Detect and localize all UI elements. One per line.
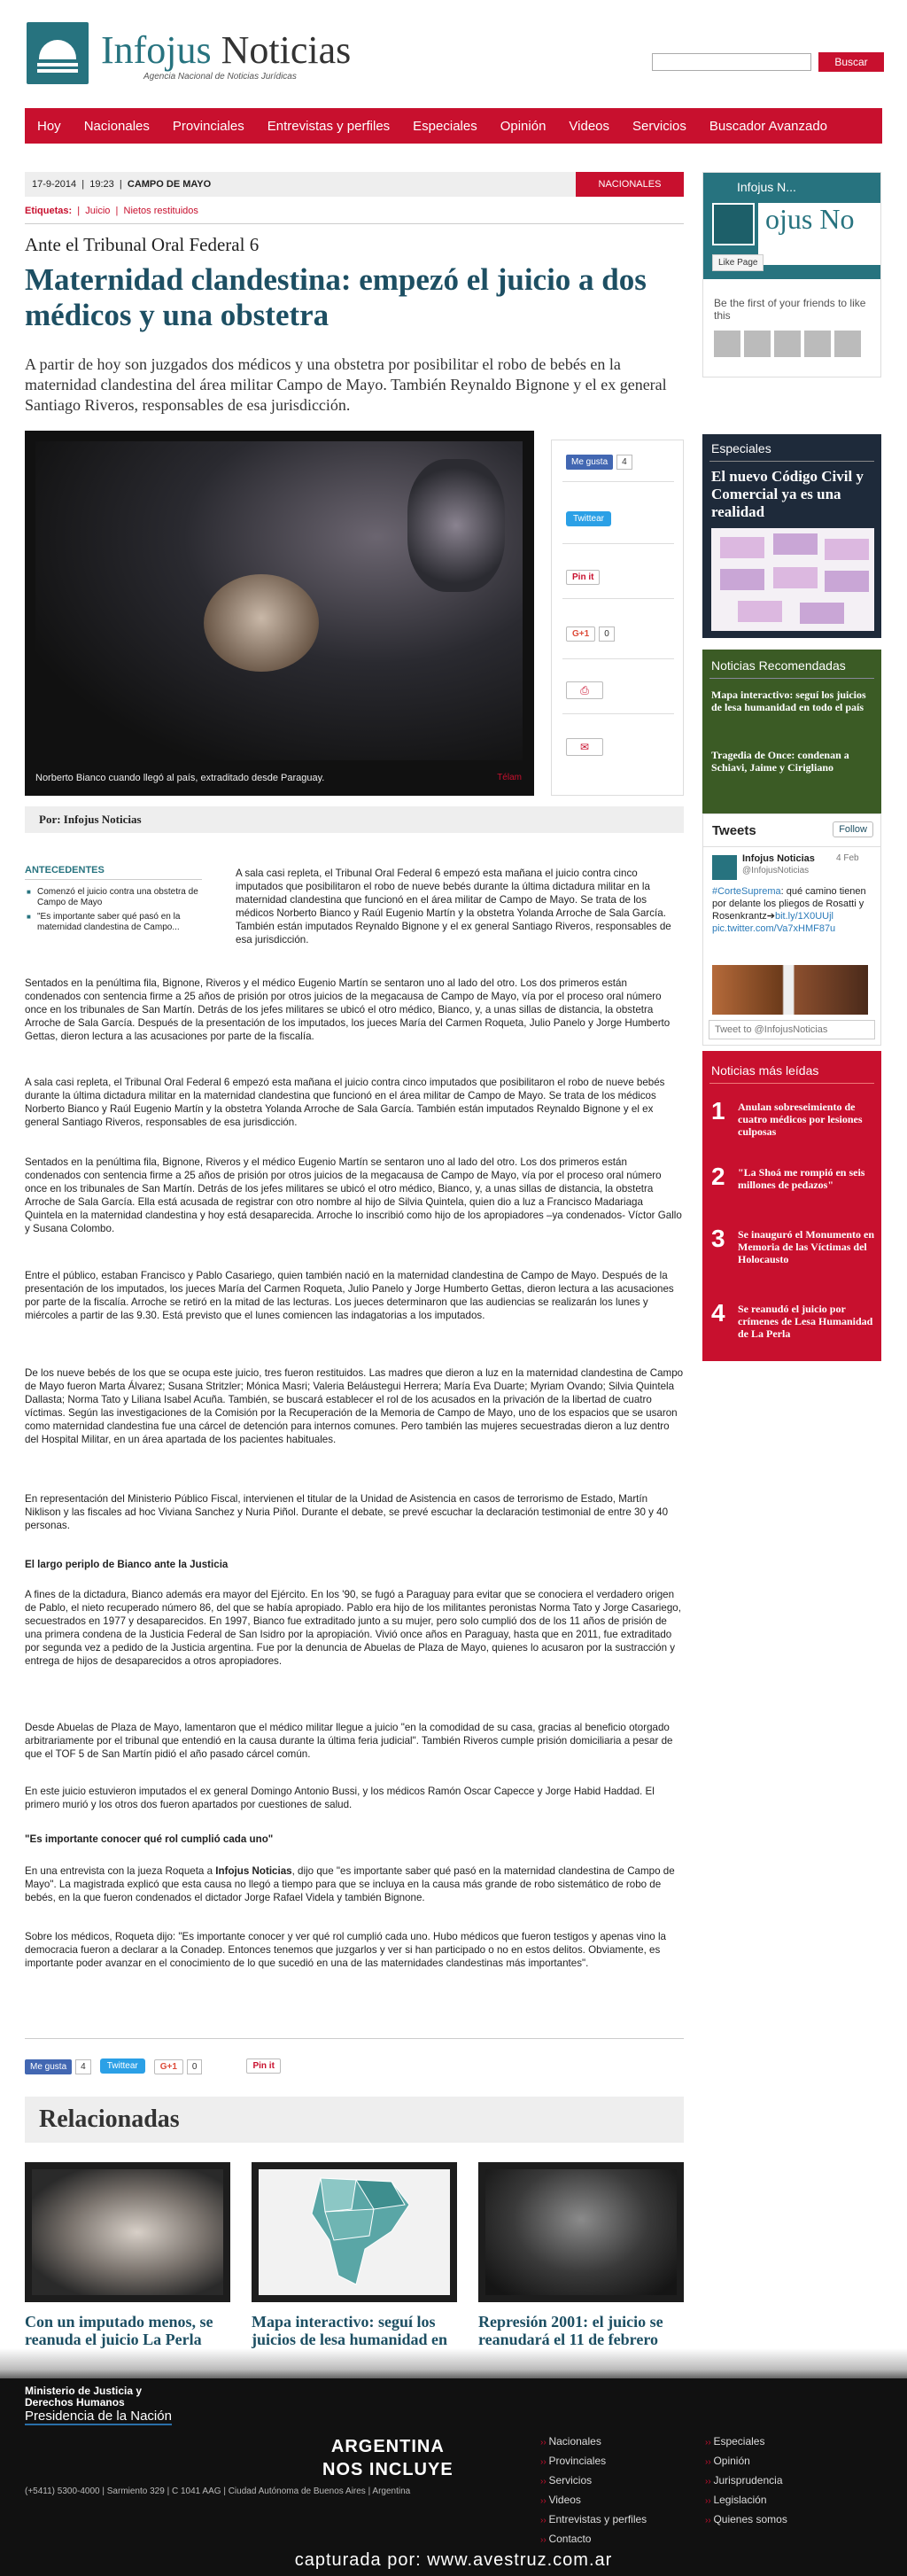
search-button[interactable]: Buscar bbox=[818, 52, 884, 72]
presidency-name: Presidencia de la Nación bbox=[25, 2409, 172, 2424]
related-image bbox=[252, 2162, 457, 2302]
antecedente-link[interactable]: ■ Comenzó el juicio contra una obstetra de Campo de Mayo bbox=[25, 887, 202, 908]
related-heading: Relacionadas bbox=[25, 2097, 684, 2143]
footer-links-col2 bbox=[705, 2432, 787, 2530]
related-item[interactable] bbox=[25, 2162, 230, 2348]
recomendadas-heading: Noticias Recomendadas bbox=[711, 658, 846, 673]
footer-link[interactable]: ›› Provinciales bbox=[540, 2452, 647, 2471]
footer-link[interactable]: ›› Especiales bbox=[705, 2432, 787, 2452]
fb-like-page-button[interactable]: Like Page bbox=[712, 254, 764, 271]
paragraph: A sala casi repleta, el Tribunal Oral Federal 6 empezó esta mañana el juicio contra cinco imputados que posibilitaron el robo de nueve bebés durante la última dictadura militar en la maternidad clandestina que funcionó en el área militar de Campo de Mayo. Se trata de los médicos Norberto Bianco y Raúl Eugenio Martín y la obstetra Yolanda Arroche de Sala García. También están imputados Reynaldo Bignone y el ex general Santiago Riveros, responsables de esa jurisdicción. bbox=[236, 868, 671, 946]
paragraph: Sentados en la penúltima fila, Bignone, Riveros y el médico Eugenio Martín se sentaron uno al lado del otro. Los dos primeros están condenados con sentencia firme a 25 años de prisión por otros juicios de la megacausa de Campo de Mayo, vía por el proceso oral número once en los tribunales de San Martín. Detrás de los jefes militares se ubicó el otro médico, Bianco, y, a unas sillas de distancia, la obstetra Arroche de Sala García. Después de la presentación de los imputados, los jueces María del Carmen Roqueta, Julio Panelo y Jorge Humberto Gettas, dieron lectura a las acusaciones por parte de la fiscalía. bbox=[25, 977, 671, 1042]
footer-link[interactable]: ›› Jurisprudencia bbox=[705, 2471, 787, 2491]
printer-icon[interactable]: ⎙ bbox=[566, 681, 603, 699]
logo-emblem-icon bbox=[27, 22, 89, 84]
especiales-heading: Especiales bbox=[711, 441, 771, 455]
related-title[interactable]: Con un imputado menos, se reanuda el juicio La Perla bbox=[25, 2313, 213, 2348]
main-nav bbox=[25, 108, 882, 144]
related-image bbox=[25, 2162, 230, 2302]
nav-item-opinion[interactable]: Opinión bbox=[500, 118, 547, 134]
tweet-button[interactable]: Twittear bbox=[100, 2058, 145, 2074]
footer-ministry-logo[interactable] bbox=[25, 2385, 175, 2425]
tags-label: Etiquetas: bbox=[25, 206, 73, 216]
paragraph: En representación del Ministerio Público Fiscal, intervienen el titular de la Unidad de Asistencia en casos de terrorismo de Estado, Martín Niklison y las fiscales ad hoc Viviana Sanchez y Nuria Piñol. Durante el debate, se prevé escuchar la declaración testimonial de entre 30 y 40 personas. bbox=[25, 1493, 669, 1531]
fb-page-name[interactable]: Infojus N... bbox=[737, 180, 796, 194]
tweet-button[interactable]: Twittear bbox=[566, 511, 611, 526]
paragraph: Desde Abuelas de Plaza de Mayo, lamentaron que el médico militar llegue a juicio "en la comodidad de su casa, gracias al beneficio otorgado arbitrariamente por el tribunal que entendió en la causa durante la última feria judicial". También Riveros cumple prisión domiciliaria a pesar de que el TOF 5 de San Martín pidió el año pasado cárcel común. bbox=[25, 1722, 673, 1760]
like-count: 4 bbox=[616, 455, 632, 470]
share-bar-bottom bbox=[25, 2056, 281, 2075]
footer-link[interactable]: ›› Entrevistas y perfiles bbox=[540, 2510, 647, 2530]
article-date: 17-9-2014 bbox=[32, 179, 77, 190]
share-panel bbox=[551, 440, 684, 796]
paragraph: Sentados en la penúltima fila, Bignone, Riveros y el médico Eugenio Martín se sentaron uno al lado del otro. Los dos primeros están condenados con sentencia firme a 25 años de prisión por otros juicios de la megacausa de Campo de Mayo, vía por el proceso oral número once en los tribunales de San Martín. Detrás de los jefes militares se ubicó el otro médico, Bianco, y, a unas sillas de distancia, la obstetra Arroche de Sala García. Ella está acusada de registrar con otro nombre al hijo de Silvia Quintela, quien dio a luz a Francisco Madariaga Quintela en la maternidad clandestina y hoy está desaparecida. Arroche lo inscribió como hijo de los apropiadores –ya condenados- Víctor Gallo y Susana Colombo. bbox=[25, 1156, 682, 1234]
footer-link[interactable]: ›› Legislación bbox=[705, 2491, 787, 2510]
nav-item-hoy[interactable]: Hoy bbox=[37, 118, 61, 134]
mas-leidas-box: Noticias más leídas 1 Anulan sobreseimiento de cuatro médicos por lesiones culposas 2 "La Shoá me rompió en seis millones de pedazos" 3 Se inauguró el Monumento en Memoria de las Víctimas del Holocausto 4 Se reanudó el juicio por crímenes de Lesa Humanidad de La Perla bbox=[702, 1051, 881, 1361]
photo-caption: Norberto Bianco cuando llegó al país, extraditado desde Paraguay. bbox=[35, 773, 325, 783]
logo-word: Noticias bbox=[221, 28, 352, 72]
mas-leidas-heading: Noticias más leídas bbox=[711, 1063, 819, 1078]
article-photo bbox=[25, 431, 534, 796]
article-meta-bar: 17-9-2014 | 19:23 | CAMPO DE MAYO NACIONALES bbox=[25, 172, 684, 197]
nav-item-buscador[interactable]: Buscador Avanzado bbox=[709, 118, 828, 134]
fb-avatar bbox=[712, 203, 755, 245]
tweet-handle[interactable]: @InfojusNoticias bbox=[742, 866, 810, 876]
subheading: "Es importante conocer qué rol cumplió cada uno" bbox=[25, 1833, 274, 1845]
divider bbox=[25, 223, 684, 224]
tag-link[interactable]: Nietos restituidos bbox=[123, 206, 198, 216]
tags-row: Etiquetas: | Juicio | Nietos restituidos bbox=[25, 206, 198, 216]
gplus-count: 0 bbox=[599, 626, 615, 642]
divider bbox=[25, 2038, 684, 2039]
especiales-title[interactable]: El nuevo Código Civil y Comercial ya es una realidad bbox=[711, 468, 864, 520]
fb-like-button[interactable]: Me gusta bbox=[25, 2059, 72, 2074]
paragraph: A sala casi repleta, el Tribunal Oral Federal 6 empezó esta mañana el juicio contra cinco imputados que posibilitaron el robo de nueve bebés durante la última dictadura militar en la maternidad clandestina que funcionó en el área militar de Campo de Mayo. Se trata de los médicos Norberto Bianco y Raúl Eugenio Martín y la obstetra Yolanda Arroche de Sala García. También están imputados Reynaldo Bignone y el ex general Santiago Riveros, responsables de esa jurisdicción. bbox=[25, 1077, 665, 1128]
facebook-widget bbox=[702, 172, 881, 377]
mail-icon[interactable]: ✉ bbox=[566, 738, 603, 756]
paragraph: Entre el público, estaban Francisco y Pablo Casariego, quien también nació en la maternidad clandestina de Campo de Mayo. Después de la presentación de los imputados, los jueces María del Carmen Roqueta, Julio Panelo y Jorge Humberto Gettas, dieron lectura a las acusaciones por parte de la fiscalía. Arroche se retiró en la mitad de las lecturas. Los jueces determinaron que las audiencias se realizarán los lunes y miércoles a partir de las 9.30. Está previsto que el lunes comiencen las indagatorias a los imputados. bbox=[25, 1270, 674, 1321]
argentina-map-icon bbox=[259, 2169, 450, 2295]
paragraph: De los nueve bebés de los que se ocupa este juicio, tres fueron restituidos. Las madres que dieron a luz en la maternidad clandestina de Campo de Mayo fueron Marta Álvarez; Susana Stritzler; Mónica Masri; Valeria Beláustegui Herrera; María Eva Duarte; Myriam Ovando; Silvia Quintela Dallasta; Norma Tato y Liliana Isabel Acuña. También, se buscará establecer el rol de los acusados en la privación de la libertad de cuatro víctimas. Según las investigaciones de la Comisión por la Recuperación de la Memoria de Campo de Mayo, uno de los espacios que se usaron como maternidad clandestina fue una cárcel de detención para internos comunes. Pero también las mujeres secuestradas dieron a luz dentro del Hospital Militar, en un área apartada de los pacientes habituales. bbox=[25, 1367, 684, 1445]
gplus-button[interactable]: G+1 bbox=[566, 626, 595, 642]
footer-link[interactable]: ›› Servicios bbox=[540, 2471, 647, 2491]
nav-item-provinciales[interactable]: Provinciales bbox=[172, 118, 244, 134]
paragraph: A fines de la dictadura, Bianco además era mayor del Ejército. En los '90, se fugó a Paraguay para evitar que se conociera el verdadero origen de Pablo, el nieto recuperado número 86, del que se había apropiado. Pablo era hijo de los militantes peronistas Norma Tato y Jorge Casariego, secuestrados en 1977 y desaparecidos. En 1997, Bianco fue extraditado junto a su mujer, pero solo cumplió dos de los 11 años de prisión de una primera condena de la Justicia Federal de San Isidro por la apropiación. Vivió once años en Paraguay, hasta que en 2011, fue extraditado por segunda vez a pedido de la Justicia argentina. Fue por la denuncia de Abuelas de Plaza de Mayo, quienes lo acusaron por la sustracción y entrega de hijos de desaparecidos a otros apropiadores. bbox=[25, 1589, 681, 1667]
tweet-input[interactable]: Tweet to @InfojusNoticias bbox=[709, 1020, 875, 1039]
related-item[interactable] bbox=[252, 2162, 457, 2366]
footer-links-col1 bbox=[540, 2432, 647, 2549]
capture-watermark: capturada por: www.avestruz.com.ar bbox=[294, 2550, 613, 2570]
twitter-widget bbox=[702, 813, 881, 1046]
byline: Por: Infojus Noticias bbox=[25, 806, 684, 833]
nav-item-entrevistas[interactable]: Entrevistas y perfiles bbox=[267, 118, 391, 134]
antecedentes-title: ANTECEDENTES bbox=[25, 865, 202, 880]
article-lead: A partir de hoy son juzgados dos médicos y una obstetra por posibilitar el robo de bebés en la maternidad clandestina del área militar Campo de Mayo. También Reynaldo Bignone y el ex general Santiago Riveros, responsables de esa jurisdicción. bbox=[25, 355, 667, 414]
recomendada-link[interactable]: Tragedia de Once: condenan a Schiavi, Jaime y Cirigliano bbox=[711, 749, 849, 774]
article-time: 19:23 bbox=[89, 179, 114, 190]
logo-subtitle: Agencia Nacional de Noticias Jurídicas bbox=[143, 72, 297, 82]
related-title[interactable]: Represión 2001: el juicio se reanudará el 11 de febrero bbox=[478, 2313, 663, 2348]
pin-button[interactable]: Pin it bbox=[246, 2058, 280, 2074]
tweet-image[interactable] bbox=[712, 965, 868, 1015]
footer-link[interactable]: ›› Opinión bbox=[705, 2452, 787, 2471]
fb-friends-text: Be the first of your friends to like this bbox=[714, 297, 866, 322]
paragraph: Sobre los médicos, Roqueta dijo: "Es importante conocer y ver qué rol cumplió cada uno. Hubo médicos que fueron testigos y apenas vino la democracia fueron a declarar a la Conadep. Entonces tenemos que juzgarlos y ver si han participado o no en estos delitos. Obviamente, es importante poder avanzar en el conocimiento de lo que sucedió en una de las maternidades clandestinas más importantes". bbox=[25, 1931, 666, 1969]
paragraph: En este juicio estuvieron imputados el ex general Domingo Antonio Bussi, y los médicos Ramón Oscar Capecce y Jorge Habid Haddad. El primero murió y los otros dos fueron apartados por cuestiones de salud. bbox=[25, 1786, 655, 1810]
footer-link[interactable]: ›› Videos bbox=[540, 2491, 647, 2510]
especiales-box bbox=[702, 434, 881, 638]
photo-credit: Télam bbox=[497, 773, 522, 782]
related-item[interactable] bbox=[478, 2162, 684, 2348]
footer-link[interactable]: ›› Quienes somos bbox=[705, 2510, 787, 2530]
related-title[interactable]: Mapa interactivo: seguí los juicios de lesa humanidad en bbox=[252, 2313, 448, 2348]
tweet-date: 4 Feb bbox=[836, 853, 859, 863]
nav-item-nacionales[interactable]: Nacionales bbox=[83, 118, 150, 134]
fb-like-button[interactable]: Me gusta bbox=[566, 455, 613, 470]
nav-item-videos[interactable]: Videos bbox=[569, 118, 610, 134]
nav-item-servicios[interactable]: Servicios bbox=[632, 118, 686, 134]
article-kicker: Ante el Tribunal Oral Federal 6 bbox=[25, 234, 260, 255]
gplus-button[interactable]: G+1 bbox=[154, 2059, 183, 2074]
photo-image bbox=[35, 441, 523, 760]
tweet-user[interactable]: Infojus Noticias bbox=[742, 853, 815, 864]
subheading: El largo periplo de Bianco ante la Justicia bbox=[25, 1559, 229, 1570]
especiales-image[interactable] bbox=[711, 528, 874, 631]
footer-link[interactable]: ›› Contacto bbox=[540, 2530, 647, 2549]
tweet-avatar bbox=[712, 855, 737, 880]
tag-link[interactable]: Juicio bbox=[85, 206, 111, 216]
fb-faces bbox=[714, 331, 861, 357]
footer-link[interactable]: ›› Nacionales bbox=[540, 2432, 647, 2452]
nav-item-especiales[interactable]: Especiales bbox=[413, 118, 477, 134]
tweets-heading: Tweets bbox=[712, 823, 756, 838]
article-title: Maternidad clandestina: empezó el juicio a dos médicos y una obstetra bbox=[25, 262, 647, 332]
section-badge[interactable]: NACIONALES bbox=[576, 172, 684, 197]
follow-button[interactable]: Follow bbox=[833, 821, 873, 837]
pin-button[interactable]: Pin it bbox=[566, 570, 600, 585]
ministry-name: Ministerio de Justicia y Derechos Humanos bbox=[25, 2385, 143, 2409]
article-place: CAMPO DE MAYO bbox=[127, 179, 212, 190]
site-logo[interactable] bbox=[27, 22, 363, 89]
like-count: 4 bbox=[75, 2059, 91, 2074]
gplus-count: 0 bbox=[187, 2059, 203, 2074]
argentina-logo: ARGENTINA NOS INCLUYE bbox=[322, 2437, 454, 2479]
tweet-text: #CorteSuprema: qué camino tienen por delante los pliegos de Rosatti y Rosenkrantz➔bit.ly/1X0UUjl pic.twitter.com/Va7xHMF87u bbox=[712, 886, 866, 934]
search-input[interactable] bbox=[652, 53, 811, 71]
footer-address: (+5411) 5300-4000 | Sarmiento 329 | C 1041 AAG | Ciudad Autónoma de Buenos Aires | Argentina bbox=[25, 2487, 411, 2496]
fb-cover: ojus No bbox=[758, 203, 880, 265]
logo-brand: Infojus bbox=[101, 28, 212, 72]
antecedentes-box bbox=[25, 865, 202, 937]
related-image bbox=[478, 2162, 684, 2302]
recomendada-link[interactable]: Mapa interactivo: seguí los juicios de lesa humanidad en todo el país bbox=[711, 689, 866, 713]
antecedente-link[interactable]: ■ "Es importante saber qué pasó en la maternidad clandestina de Campo... bbox=[25, 912, 202, 933]
paragraph: En una entrevista con la jueza Roqueta a Infojus Noticias, dijo que "es importante saber qué pasó en la maternidad clandestina de Campo de Mayo". La magistrada explicó que esta causa no llegó a tiempo para que se incluya en la causa más grande de robo sistemático de robo de bebés, en la que fueron condenados el dictador Jorge Rafael Videla y también Bignone. bbox=[25, 1865, 675, 1903]
